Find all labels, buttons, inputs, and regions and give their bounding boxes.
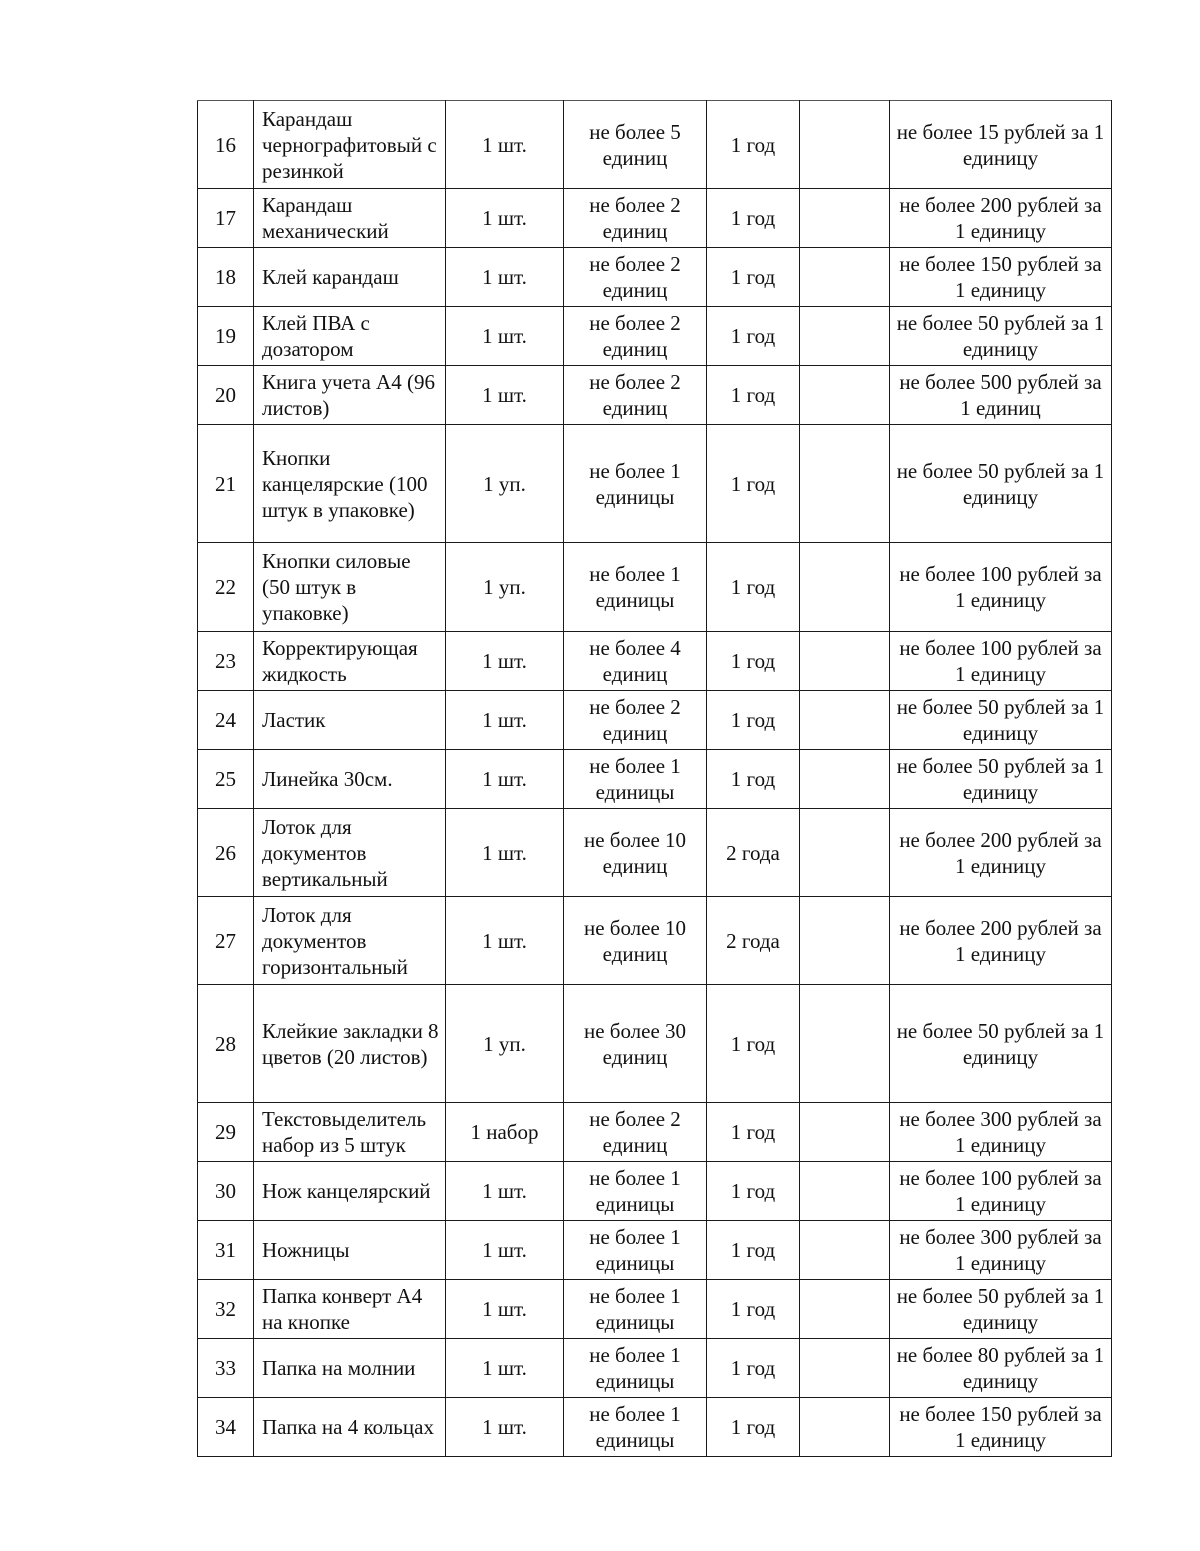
row-number-cell: 17 (198, 189, 254, 248)
quantity-cell: не более 1 единицы (564, 1398, 707, 1457)
unit-cell: 1 шт. (446, 307, 564, 366)
period-cell: 1 год (707, 691, 800, 750)
quantity-cell: не более 30 единиц (564, 985, 707, 1103)
price-cell: не более 100 рублей за 1 единицу (890, 632, 1112, 691)
table-row (198, 1221, 1112, 1280)
item-name-cell: Карандаш механический (254, 189, 446, 248)
empty-cell (800, 1398, 890, 1457)
item-name-cell: Нож канцелярский (254, 1162, 446, 1221)
unit-cell: 1 шт. (446, 101, 564, 189)
empty-cell (800, 543, 890, 632)
item-name-cell: Книга учета А4 (96 листов) (254, 366, 446, 425)
unit-cell: 1 шт. (446, 691, 564, 750)
period-cell: 1 год (707, 1398, 800, 1457)
table-row (198, 189, 1112, 248)
row-number-cell: 25 (198, 750, 254, 809)
unit-cell: 1 шт. (446, 1339, 564, 1398)
price-cell: не более 500 рублей за 1 единиц (890, 366, 1112, 425)
price-cell: не более 50 рублей за 1 единицу (890, 1280, 1112, 1339)
table-row (198, 1339, 1112, 1398)
item-name-cell: Клей карандаш (254, 248, 446, 307)
empty-cell (800, 425, 890, 543)
price-cell: не более 50 рублей за 1 единицу (890, 985, 1112, 1103)
quantity-cell: не более 2 единиц (564, 1103, 707, 1162)
quantity-cell: не более 10 единиц (564, 809, 707, 897)
row-number-cell: 23 (198, 632, 254, 691)
item-name-cell: Папка на 4 кольцах (254, 1398, 446, 1457)
quantity-cell: не более 1 единицы (564, 425, 707, 543)
item-name-cell: Ластик (254, 691, 446, 750)
item-name-cell: Корректирующая жидкость (254, 632, 446, 691)
item-name-cell: Клей ПВА с дозатором (254, 307, 446, 366)
row-number-cell: 18 (198, 248, 254, 307)
table-row (198, 691, 1112, 750)
item-name-cell: Кнопки канцелярские (100 штук в упаковке) (254, 425, 446, 543)
price-cell: не более 50 рублей за 1 единицу (890, 425, 1112, 543)
quantity-cell: не более 1 единицы (564, 1339, 707, 1398)
row-number-cell: 21 (198, 425, 254, 543)
table-row (198, 985, 1112, 1103)
quantity-cell: не более 2 единиц (564, 248, 707, 307)
row-number-cell: 30 (198, 1162, 254, 1221)
row-number-cell: 26 (198, 809, 254, 897)
row-number-cell: 22 (198, 543, 254, 632)
unit-cell: 1 уп. (446, 985, 564, 1103)
empty-cell (800, 691, 890, 750)
price-cell: не более 80 рублей за 1 единицу (890, 1339, 1112, 1398)
item-name-cell: Линейка 30см. (254, 750, 446, 809)
table-row (198, 101, 1112, 189)
empty-cell (800, 985, 890, 1103)
price-cell: не более 150 рублей за 1 единицу (890, 248, 1112, 307)
unit-cell: 1 шт. (446, 1280, 564, 1339)
quantity-cell: не более 1 единицы (564, 750, 707, 809)
price-cell: не более 150 рублей за 1 единицу (890, 1398, 1112, 1457)
empty-cell (800, 632, 890, 691)
row-number-cell: 19 (198, 307, 254, 366)
period-cell: 1 год (707, 307, 800, 366)
quantity-cell: не более 5 единиц (564, 101, 707, 189)
period-cell: 1 год (707, 632, 800, 691)
item-name-cell: Лоток для документов вертикальный (254, 809, 446, 897)
unit-cell: 1 уп. (446, 425, 564, 543)
empty-cell (800, 189, 890, 248)
period-cell: 1 год (707, 248, 800, 307)
item-name-cell: Кнопки силовые (50 штук в упаковке) (254, 543, 446, 632)
empty-cell (800, 1280, 890, 1339)
unit-cell: 1 уп. (446, 543, 564, 632)
period-cell: 1 год (707, 1339, 800, 1398)
quantity-cell: не более 1 единицы (564, 1221, 707, 1280)
price-cell: не более 100 рублей за 1 единицу (890, 543, 1112, 632)
unit-cell: 1 шт. (446, 189, 564, 248)
price-cell: не более 300 рублей за 1 единицу (890, 1103, 1112, 1162)
row-number-cell: 28 (198, 985, 254, 1103)
table-row (198, 750, 1112, 809)
item-name-cell: Лоток для документов горизонтальный (254, 897, 446, 985)
price-cell: не более 200 рублей за 1 единицу (890, 897, 1112, 985)
price-cell: не более 200 рублей за 1 единицу (890, 809, 1112, 897)
item-name-cell: Папка конверт А4 на кнопке (254, 1280, 446, 1339)
quantity-cell: не более 1 единицы (564, 1162, 707, 1221)
quantity-cell: не более 1 единицы (564, 543, 707, 632)
item-name-cell: Текстовыделитель набор из 5 штук (254, 1103, 446, 1162)
period-cell: 1 год (707, 985, 800, 1103)
empty-cell (800, 809, 890, 897)
price-cell: не более 15 рублей за 1 единицу (890, 101, 1112, 189)
unit-cell: 1 шт. (446, 632, 564, 691)
period-cell: 2 года (707, 897, 800, 985)
empty-cell (800, 248, 890, 307)
quantity-cell: не более 4 единиц (564, 632, 707, 691)
empty-cell (800, 101, 890, 189)
quantity-cell: не более 2 единиц (564, 307, 707, 366)
table-row (198, 1162, 1112, 1221)
table-row (198, 897, 1112, 985)
empty-cell (800, 897, 890, 985)
period-cell: 1 год (707, 101, 800, 189)
price-cell: не более 50 рублей за 1 единицу (890, 307, 1112, 366)
price-cell: не более 200 рублей за 1 единицу (890, 189, 1112, 248)
row-number-cell: 24 (198, 691, 254, 750)
table-row (198, 366, 1112, 425)
row-number-cell: 32 (198, 1280, 254, 1339)
supplies-table (197, 100, 1112, 1457)
unit-cell: 1 набор (446, 1103, 564, 1162)
row-number-cell: 20 (198, 366, 254, 425)
empty-cell (800, 1103, 890, 1162)
item-name-cell: Клейкие закладки 8 цветов (20 листов) (254, 985, 446, 1103)
table-row (198, 307, 1112, 366)
empty-cell (800, 307, 890, 366)
quantity-cell: не более 2 единиц (564, 189, 707, 248)
item-name-cell: Папка на молнии (254, 1339, 446, 1398)
price-cell: не более 50 рублей за 1 единицу (890, 691, 1112, 750)
period-cell: 1 год (707, 750, 800, 809)
quantity-cell: не более 1 единицы (564, 1280, 707, 1339)
row-number-cell: 31 (198, 1221, 254, 1280)
unit-cell: 1 шт. (446, 809, 564, 897)
row-number-cell: 29 (198, 1103, 254, 1162)
period-cell: 2 года (707, 809, 800, 897)
unit-cell: 1 шт. (446, 1221, 564, 1280)
table-row (198, 1280, 1112, 1339)
quantity-cell: не более 2 единиц (564, 366, 707, 425)
empty-cell (800, 750, 890, 809)
unit-cell: 1 шт. (446, 750, 564, 809)
table-body (198, 101, 1112, 1457)
period-cell: 1 год (707, 1103, 800, 1162)
unit-cell: 1 шт. (446, 1398, 564, 1457)
empty-cell (800, 1162, 890, 1221)
table-row (198, 1398, 1112, 1457)
unit-cell: 1 шт. (446, 897, 564, 985)
quantity-cell: не более 2 единиц (564, 691, 707, 750)
period-cell: 1 год (707, 425, 800, 543)
unit-cell: 1 шт. (446, 248, 564, 307)
unit-cell: 1 шт. (446, 1162, 564, 1221)
period-cell: 1 год (707, 1280, 800, 1339)
table-row (198, 1103, 1112, 1162)
period-cell: 1 год (707, 366, 800, 425)
period-cell: 1 год (707, 1162, 800, 1221)
table-row (198, 425, 1112, 543)
table-row (198, 248, 1112, 307)
price-cell: не более 300 рублей за 1 единицу (890, 1221, 1112, 1280)
row-number-cell: 16 (198, 101, 254, 189)
row-number-cell: 34 (198, 1398, 254, 1457)
period-cell: 1 год (707, 1221, 800, 1280)
item-name-cell: Карандаш чернографитовый с резинкой (254, 101, 446, 189)
row-number-cell: 33 (198, 1339, 254, 1398)
table-row (198, 809, 1112, 897)
empty-cell (800, 366, 890, 425)
table-row (198, 543, 1112, 632)
unit-cell: 1 шт. (446, 366, 564, 425)
price-cell: не более 100 рублей за 1 единицу (890, 1162, 1112, 1221)
empty-cell (800, 1339, 890, 1398)
table-row (198, 632, 1112, 691)
item-name-cell: Ножницы (254, 1221, 446, 1280)
row-number-cell: 27 (198, 897, 254, 985)
quantity-cell: не более 10 единиц (564, 897, 707, 985)
price-cell: не более 50 рублей за 1 единицу (890, 750, 1112, 809)
period-cell: 1 год (707, 543, 800, 632)
period-cell: 1 год (707, 189, 800, 248)
empty-cell (800, 1221, 890, 1280)
